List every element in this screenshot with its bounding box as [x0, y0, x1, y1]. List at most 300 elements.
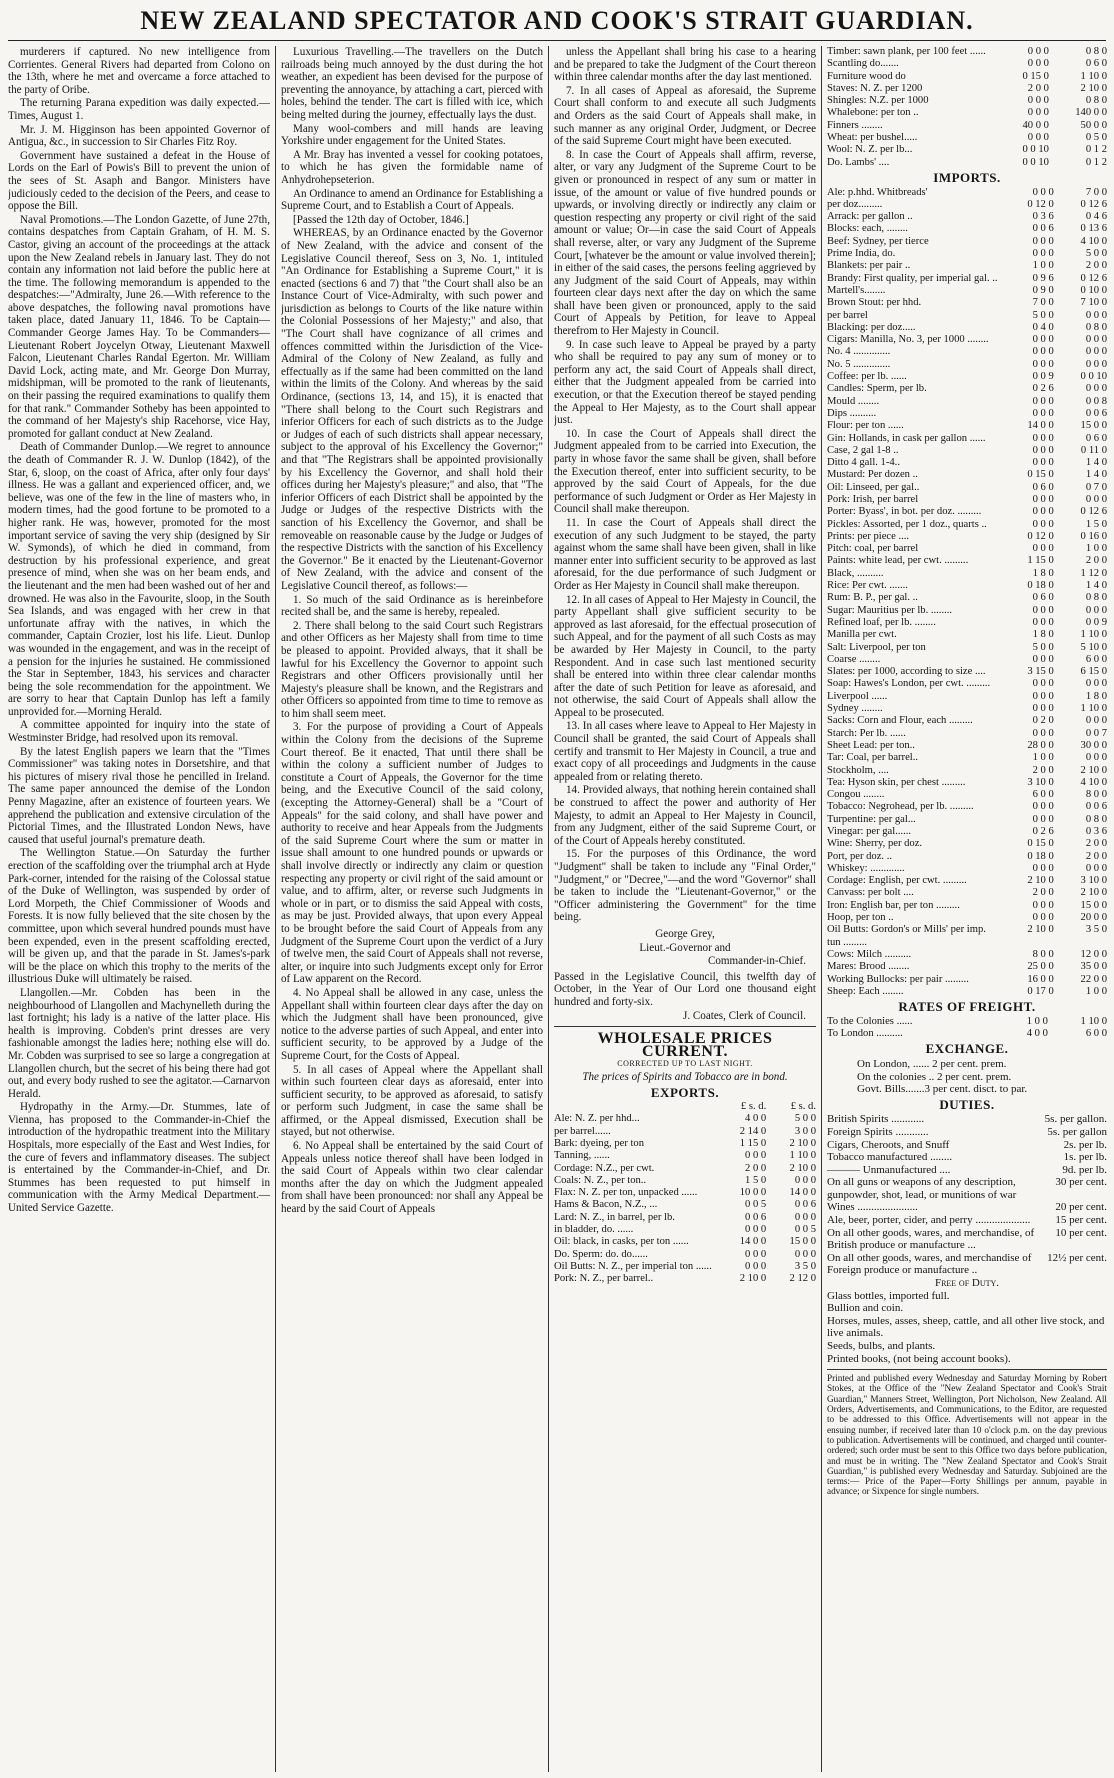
- imports-heading: IMPORTS.: [933, 169, 1001, 185]
- price-item: Tar: Coal, per barrel..: [827, 752, 919, 764]
- price-row: [827, 875, 1107, 887]
- price-row: [827, 617, 1107, 629]
- price-item: Turpentine: per gal...: [827, 813, 916, 825]
- price-row: [827, 482, 1107, 494]
- price-value: 0 12 6: [1080, 198, 1107, 210]
- freight-heading: RATES OF FREIGHT.: [898, 999, 1036, 1015]
- price-value: 15 0 0: [789, 1236, 816, 1248]
- duty-item: Foreign Spirits ............: [827, 1125, 929, 1138]
- prices-subtitle: CORRECTED UP TO LAST NIGHT.: [617, 1059, 753, 1069]
- price-value: 0 0 0: [1032, 690, 1054, 702]
- duty-item: ——— Unmanufactured ....: [827, 1163, 951, 1176]
- price-value: 0 0 8: [1085, 395, 1107, 407]
- price-item: Salt: Liverpool, per ton: [827, 641, 926, 653]
- price-item: Liverpool ......: [827, 690, 888, 702]
- price-value: 1 0 0: [1085, 543, 1107, 555]
- passed-note: Passed in the Legislative Council, this twelfth day of October, in the Year of Our Lord one thousand eight hundred and forty-six.: [554, 970, 816, 1008]
- paragraph: The returning Parana expedition was daily expected.—Times, August 1.: [8, 97, 270, 122]
- price-value: 0 8 0: [1085, 592, 1107, 604]
- price-row: [827, 519, 1107, 531]
- clerk-signature: J. Coates, Clerk of Council.: [683, 1009, 806, 1022]
- price-item: To London ..........: [827, 1028, 903, 1040]
- price-value: 0 0 0: [1085, 715, 1107, 727]
- price-value: 0 0 0: [1032, 457, 1054, 469]
- paragraph: Death of Commander Dunlop.—We regret to announce the death of Commander R. J. W. Dunlop (1842), of the Star, 6, sloop, on the coast of Africa, after only four days' illness. He was a gallant and experienced officer, and, we believe, was one of the few in the line of masters who, in modern times, had the good fortune to be promoted to a higher rank. He was, however, promoted for the most important service of saving the very ship (designed by Sir W. Symonds), of which he died in command, from destruction by his professional experience, and great presence of mind, when she was on her beam ends, and the lieutenant and the men had been washed out of her and drowned. He was also in the Favourite, sloop, in the South Sea Islands, and was engaged with her crew in that unfortunate affray with the natives, in which the commander, Captain Crozier, lost his life. Lieut. Dunlop was wounded in the engagement, and was in the receipt of a pension for the injuries he sustained. He commissioned the Star in September, 1843, his services and character being the sole recommendation for the appointment. We are sorry to hear that Captain Dunlop has left a family unprovided for.—Morning Herald.: [8, 441, 270, 718]
- price-row: [554, 1236, 816, 1248]
- price-row: [827, 592, 1107, 604]
- price-row: [827, 961, 1107, 973]
- paragraph: Many wool-combers and mill hands are leaving Yorkshire under engagement for the United States.: [281, 122, 543, 148]
- price-value: 5 0 0: [794, 1113, 816, 1125]
- price-item: Arrack: per gallon ..: [827, 211, 913, 223]
- price-item: Beef: Sydney, per tierce: [827, 235, 929, 247]
- price-value: 0 0 0: [1085, 346, 1107, 358]
- price-row: [827, 912, 1107, 924]
- price-row: [827, 334, 1107, 346]
- price-value: 1 0 0: [1032, 260, 1054, 272]
- price-value: 2 0 0: [1032, 764, 1054, 776]
- price-value: 0 0 10: [1022, 144, 1049, 156]
- price-item: Sydney ........: [827, 703, 883, 715]
- price-row: [827, 346, 1107, 358]
- price-item: Working Bullocks: per pair .........: [827, 973, 969, 985]
- free-item: Glass bottles, imported full.: [827, 1289, 950, 1302]
- price-item: per barrel......: [554, 1125, 611, 1137]
- paragraph: 1. So much of the said Ordinance as is hereinbefore recited shall be, and the same is hereby, repealed.: [281, 593, 543, 619]
- price-item: Case, 2 gal 1-8 ..: [827, 444, 899, 456]
- price-item: Prime India, do.: [827, 248, 896, 260]
- price-row: [827, 678, 1107, 690]
- price-value: 35 0 0: [1080, 961, 1107, 973]
- price-item: Stockholm, ....: [827, 764, 889, 776]
- price-item: Paints: white lead, per cwt. .........: [827, 555, 969, 567]
- price-value: 1 8 0: [1085, 690, 1107, 702]
- price-item: Wine: Sherry, per doz.: [827, 838, 923, 850]
- price-row: [827, 691, 1107, 703]
- price-value: 1 0 0: [1032, 752, 1054, 764]
- price-value: 0 17 0: [1027, 985, 1054, 997]
- price-row: [827, 580, 1107, 592]
- price-value: 0 0 0: [1032, 407, 1054, 419]
- price-item: Hams & Bacon, N.Z., ...: [554, 1199, 658, 1211]
- price-row: [827, 211, 1107, 223]
- price-value: 1 10 0: [1080, 1015, 1107, 1027]
- signature-name: George Grey,: [655, 927, 715, 940]
- price-value: 0 6 0: [1085, 432, 1107, 444]
- price-value: £ s. d.: [790, 1101, 816, 1113]
- price-row: [554, 1101, 816, 1113]
- price-item: Sheet Lead: per ton..: [827, 739, 915, 751]
- price-value: 0 6 0: [1032, 592, 1054, 604]
- price-row: [827, 408, 1107, 420]
- price-item: Hoop, per ton ..: [827, 912, 894, 924]
- paragraph: WHEREAS, by an Ordinance enacted by the Governor of New Zealand, with the advice and consent of the Legislative Council thereof, Sess on 3, No. 1, intituled "An Ordinance for Establishing a Supreme Court," it is enacted (sections 6 and 7) that "the Court shall also be an Instance Court of Vice-Admiralty, with such power and jurisdiction as belongs to Courts of the like nature within the Colonial Possessions of her Majesty;" and also, that "The Court shall have cognizance of all crimes and offences committed within the Jurisdiction of the Vice-Admiral of the Colony of New Zealand, as fully and effectually as if the same had been committed on the land within the limits of the Colony. And whereas by the said Ordinance, (sections 13, 14, and 15), it is enacted that "There shall belong to the Court such Registrars and inferior Officers for each of such districts as to the Judge or Judges of each of such districts shall appear necessary, subject to the approval of his Excellency the Governor;" and that "The Registrars shall be appointed provisionally by his Excellency the Governor, and shall hold their offices during her Majesty's pleasure;" and also, that "The inferior Officers of each District shall be appointed by the Judge or Judges of the respective Districts with the sanction of his Excellency the Governor, and shall be removeable on reasonable cause by the Judge or Judges of the respective Districts with the sanction of his Excellency the Governor." Be it enacted by the Lieutenant-Governor of New Zealand, with the advice and consent of the Legislative Council thereof, as follows:—: [281, 227, 543, 592]
- paragraph: By the latest English papers we learn that the "Times Commissioner" was taking notes in Dorsetshire, and that his pictures of misery rival those he pencilled in Ireland. The same paper announced the demise of the London Penny Magazine, after an existence of fourteen years. We apprehend the publication and extensive circulation of the Pictorial Times, and the Illustrated London News, have caused that useful journal's premature death.: [8, 745, 270, 846]
- price-value: 3 5 0: [1085, 924, 1107, 936]
- signature-title: Lieut.-Governor and: [639, 941, 731, 954]
- paragraph: Luxurious Travelling.—The travellers on the Dutch railroads being much annoyed by the dust during the hot weather, an expedient has been devised for the purpose of preventing the annoyance, by attaching a cart, pierced with holes, behind the tender. The cart is filled with ice, which being melted during the journey, effectually lays the dust.: [281, 46, 543, 121]
- price-row: [827, 396, 1107, 408]
- price-value: 0 0 10: [1080, 371, 1107, 383]
- price-value: 4 0 0: [1026, 1028, 1048, 1040]
- price-value: 0 0 0: [1085, 862, 1107, 874]
- price-row: [827, 132, 1107, 144]
- price-row: [827, 494, 1107, 506]
- column-divider: [821, 46, 822, 1772]
- price-value: 25 0 0: [1027, 961, 1054, 973]
- price-item: Port, per doz. ..: [827, 850, 893, 862]
- exports-table: [554, 1101, 816, 1285]
- price-value: 0 0 0: [1032, 518, 1054, 530]
- price-row: [827, 223, 1107, 235]
- exchange-list: [827, 1058, 1107, 1096]
- price-value: 1 10 0: [1080, 629, 1107, 641]
- price-value: 1 15 0: [1027, 555, 1054, 567]
- price-item: Canvass: per bolt ....: [827, 887, 914, 899]
- price-value: 12 0 0: [1080, 948, 1107, 960]
- price-value: 0 12 6: [1080, 506, 1107, 518]
- price-value: 0 0 0: [1085, 493, 1107, 505]
- duty-item: British Spirits ............: [827, 1113, 925, 1126]
- price-value: 0 0 0: [1027, 107, 1049, 119]
- price-value: 0 6 0: [1032, 481, 1054, 493]
- paragraph: Government have sustained a defeat in the House of Lords on the Earl of Powis's Bill to prevent the union of the sees of St. Asaph and Bangor. Ministers have judiciously ceded to the decision of the Peers, and cease to oppose the Bill.: [8, 149, 270, 213]
- paragraph: 12. In all cases of Appeal to Her Majesty in Council, the party Appellant shall give sufficient security to be approved as last aforesaid, for the effectual prosecution of such Appeal, and for the payment of all such Costs as may be awarded by Her Majesty in Council, to the party Respondent. And in case such last mentioned security shall be entered into within three clear calendar months after the date of such Petition for leave as aforesaid, and not otherwise, the said Court of Appeals shall allow the Appeal to be prosecuted.: [554, 593, 816, 719]
- free-item: Horses, mules, asses, sheep, cattle, and all other live stock, and live animals.: [827, 1314, 1105, 1340]
- price-item: Mares: Brood ........: [827, 961, 910, 973]
- price-value: 0 0 0: [1032, 358, 1054, 370]
- paragraph: 3. For the purpose of providing a Court of Appeals within the Colony from the decisions of the Supreme Court thereof. Be it enacted, That until there shall be within the colony a sufficient number of Judges to constitute a Court of Appeals, the Governor for the time being, and the Executive Council of the said colony, (excepting the Attorney-General) shall be a "Court of Appeals" for the said colony, and shall have power and authority to receive and hear Appeals from the Judgments of the said Supreme Court where the sum or matter in issue shall amount to one hundred pounds or upwards or shall involve directly or indirectly any claim or question respecting any property or civil right of the said amount or value, and to affirm, alter, or reverse such Judgments in whole or in part, or to dismiss the said Appeal with costs, as may be just. Provided always, that upon every Appeal to be brought before the said Court of Appeals from any Judgment of the Supreme Court upon the verdict of a Jury of twelve men, the said Court of Appeals shall not reverse, alter, or inquire into such Judgments except only for Error of Law apparent on the Record.: [281, 721, 543, 986]
- paragraph: murderers if captured. No new intelligence from Corrientes. General Rivers had departed from Colono on the 13th, where he met and overcame a force attached to the party of Oribe.: [8, 46, 270, 96]
- price-item: Wool: N. Z. per lb...: [827, 144, 913, 156]
- paragraph: 4. No Appeal shall be allowed in any case, unless the Appellant shall within fourteen clear days after the day on which the Judgment shall have been pronounced, give notice to the adverse parties of such Appeal, and enter into sufficient security, to be approved by a Judge of the Supreme Court, for the Costs of Appeal.: [281, 986, 543, 1062]
- price-value: 0 0 0: [1085, 678, 1107, 690]
- price-value: 0 4 0: [1032, 321, 1054, 333]
- price-value: 1 4 0: [1085, 469, 1107, 481]
- price-item: Sheep: Each ........: [827, 985, 904, 997]
- price-row: [827, 629, 1107, 641]
- duty-item: On all guns or weapons of any description, gunpowder, shot, lead, or munitions of war: [827, 1176, 1017, 1201]
- price-value: £ s. d.: [740, 1101, 767, 1113]
- price-value: 2 10 0: [1080, 887, 1107, 899]
- price-value: 1 15 0: [739, 1137, 767, 1149]
- price-row: [827, 814, 1107, 826]
- duty-rate: 12½ per cent.: [1047, 1251, 1107, 1264]
- price-value: 1 12 0: [1080, 567, 1107, 579]
- duty-row: [827, 1214, 1107, 1227]
- price-value: 0 0 0: [1032, 727, 1054, 739]
- price-row: [827, 949, 1107, 961]
- duty-row: [827, 1227, 1107, 1252]
- price-value: 2 0 0: [745, 1162, 767, 1174]
- price-row: [827, 851, 1107, 863]
- price-value: 0 0 0: [1032, 506, 1054, 518]
- price-value: 5 0 0: [1085, 248, 1107, 260]
- price-value: 14 0 0: [739, 1236, 767, 1248]
- price-value: 15 0 0: [1080, 899, 1107, 911]
- price-value: 10 0 0: [739, 1187, 767, 1199]
- price-row: [827, 1028, 1107, 1040]
- price-value: 0 0 0: [1027, 46, 1049, 57]
- price-row: [827, 199, 1107, 211]
- price-value: 0 0 0: [1032, 604, 1054, 616]
- price-item: Rice: Per cwt. .......: [827, 580, 908, 592]
- paragraph: Naval Promotions.—The London Gazette, of June 27th, contains despatches from Captain Graham, of H. M. S. Castor, giving an account of the proceedings at the attack upon the New Zealand rebels in January last. They do not contain any information not laid before the public here at the time. The following memorandum is appended to the despatches:—"Admiralty, June 26.—With reference to the above despatches, the following naval promotions have taken place, dated January 11, 1846. To be Captain—Commander George James Hay. To be Commanders—Lieutenant Robert Joycelyn Otway, Lieutenant Maxwell Falcon, Lieutenant Charles Randal Egerton. Mr. William David Lock, acting mate, and Mr. George Don Murray, midshipman, will be promoted to the rank of lieutenants, on their passing the required examinations to qualify them for that rank." Commander Sotheby has been appointed to the command of her Majesty's ship Racehorse, vice Hay, promoted for gallant conduct at New Zealand.: [8, 213, 270, 440]
- price-value: 3 5 0: [794, 1260, 816, 1272]
- price-row: [827, 555, 1107, 567]
- price-value: 0 0 6: [1032, 223, 1054, 235]
- column-3: [554, 46, 816, 1772]
- price-item: Cows: Milch ..........: [827, 948, 912, 960]
- price-row: [827, 986, 1107, 998]
- price-value: 2 10 0: [1080, 82, 1107, 94]
- price-value: 0 13 6: [1080, 223, 1107, 235]
- price-value: 2 0 0: [1085, 838, 1107, 850]
- price-row: [827, 887, 1107, 899]
- price-value: 0 7 0: [1085, 481, 1107, 493]
- price-value: 6 0 0: [1032, 789, 1054, 801]
- price-value: 2 0 0: [1085, 260, 1107, 272]
- duty-row: [827, 1252, 1107, 1277]
- paragraph: 5. In all cases of Appeal where the Appellant shall within such fourteen clear days as aforesaid, enter into sufficient security, to be approved as aforesaid, to satisfy or perform such Judgment, in case the same shall be affirmed, or the Appeal dismissed, Execution shall be stayed, but not otherwise.: [281, 1063, 543, 1139]
- price-value: 0 0 5: [794, 1224, 816, 1236]
- price-row: [827, 285, 1107, 297]
- price-row: [827, 248, 1107, 260]
- price-row: [827, 469, 1107, 481]
- price-item: Porter: Byass', in bot. per doz. .........: [827, 506, 982, 518]
- column-4: [827, 46, 1107, 1772]
- price-item: Vinegar: per gal......: [827, 826, 912, 837]
- duty-item: Cigars, Cheroots, and Snuff: [827, 1138, 950, 1151]
- price-item: Coarse ........: [827, 653, 881, 665]
- price-value: 2 10 0: [1080, 764, 1107, 776]
- paragraph: 2. There shall belong to the said Court such Registrars and other Officers as her Majesty shall from time to time be pleased to appoint. Provided always, that it shall be lawful for his Excellency the Governor to appoint such Registrars and other Officers provisionally until her Majesty's pleasure shall be known, and the Registrars and other Officers so appointed from time to time to remove as to him shall seem meet.: [281, 619, 543, 720]
- price-value: 5 0 0: [1032, 309, 1054, 321]
- price-value: 4 0 0: [745, 1113, 767, 1125]
- price-item: Blocks: each, ........: [827, 223, 908, 235]
- price-row: [554, 1249, 816, 1261]
- paragraph: 8. In case the Court of Appeals shall affirm, reverse, alter, or vary any Judgment of the Supreme Court to be given or pronounced in respect of any sum or matter in issue, of the amount or value of five hundred pounds or upwards, or involving directly or indirectly any claim or question respecting any property or civil right of the said amount or value; Or—in case the said Court of Appeals shall reverse, alter, or vary any Judgment of the Supreme Court, [whatever be the amount or value involved therein]; in either of the said cases, the persons feeling aggrieved by any Judgment of the said Court of Appeals, may within fourteen clear days next after the day on which the same shall have been given or pronounced, apply to the said Court of Appeals by Petition, for leave to Appeal therefrom to Her Majesty in Council.: [554, 148, 816, 338]
- price-row: [827, 322, 1107, 334]
- price-row: [827, 120, 1107, 132]
- price-row: [827, 260, 1107, 272]
- price-value: 0 5 0: [1085, 132, 1107, 144]
- price-value: 2 12 0: [789, 1273, 816, 1285]
- paragraph: 13. In all cases where leave to Appeal to Her Majesty in Council shall be granted, the said Court of Appeals shall certify and transmit to Her Majesty in Council, a true and exact copy of all proceedings and Judgments in the cause appealed from or relating thereto.: [554, 720, 816, 783]
- price-value: 6 0 0: [1085, 653, 1107, 665]
- free-item: Printed books, (not being account books).: [827, 1352, 1011, 1365]
- price-item: Coals: N. Z., per ton..: [554, 1174, 647, 1186]
- price-item: Ditto 4 gall. 1-4..: [827, 457, 900, 469]
- exchange-item: On the colonies .. 2 per cent. prem.: [857, 1070, 1012, 1083]
- price-row: [827, 605, 1107, 617]
- price-item: Timber: sawn plank, per 100 feet ......: [827, 46, 986, 57]
- price-value: 0 15 0: [1027, 469, 1054, 481]
- price-item: Wheat: per bushel.....: [827, 132, 918, 144]
- price-row: [827, 568, 1107, 580]
- masthead-rule: [8, 40, 1106, 41]
- price-item: Mustard: Per dozen ..: [827, 469, 918, 481]
- price-value: 0 0 6: [794, 1199, 816, 1211]
- price-value: 6 0 0: [1085, 1028, 1107, 1040]
- price-value: 0 0 0: [1032, 703, 1054, 715]
- price-value: 50 0 0: [1080, 119, 1107, 131]
- price-item: Congou ........: [827, 789, 885, 801]
- price-value: 0 0 0: [1085, 309, 1107, 321]
- price-row: [827, 801, 1107, 813]
- price-value: 0 8 0: [1085, 46, 1107, 57]
- duty-rate: 30 per cent.: [1055, 1176, 1107, 1189]
- price-row: [827, 144, 1107, 156]
- price-row: [827, 974, 1107, 986]
- price-row: [827, 433, 1107, 445]
- price-value: 2 14 0: [739, 1125, 767, 1137]
- price-item: Black, ..........: [827, 567, 884, 579]
- price-value: 0 8 0: [1085, 321, 1107, 333]
- price-row: [827, 531, 1107, 543]
- duty-row: [827, 1151, 1107, 1164]
- paragraph: 11. In case the Court of Appeals shall direct the execution of any such Judgment to be stayed, the party against whom the same shall have been given, shall in like manner enter into sufficient security to be approved as last aforesaid, for the due performance of such Judgment or Order as Her Majesty in Council shall make thereupon.: [554, 516, 816, 592]
- price-item: Ale: p.hhd. Whitbreads': [827, 186, 928, 198]
- duty-item: On all other goods, wares, and merchandise, of British produce or manufacture ...: [827, 1226, 1035, 1252]
- freight-table: [827, 1016, 1107, 1041]
- price-value: 0 0 0: [1027, 58, 1049, 70]
- price-value: 2 10 0: [789, 1137, 816, 1149]
- price-value: 0 18 0: [1027, 580, 1054, 592]
- duty-item: Ale, beer, porter, cider, and perry ....................: [827, 1214, 1031, 1227]
- price-value: 0 6 0: [1085, 58, 1107, 70]
- price-item: Finners ........: [827, 119, 883, 131]
- paragraph: 15. For the purposes of this Ordinance, the word "Judgment" shall be taken to include any "Final Order," "Judgment," or "Decree,"—and the word "Governor" shall be taken to include the "Lieutenant-Governor," or the "Officer administering the Government" for the time being.: [554, 848, 816, 924]
- price-value: 20 0 0: [1080, 912, 1107, 924]
- price-value: 0 8 0: [1085, 813, 1107, 825]
- duty-row: [827, 1113, 1107, 1126]
- price-value: 0 0 0: [1032, 334, 1054, 346]
- price-value: 0 1 2: [1085, 144, 1107, 156]
- price-item: Staves: N. Z. per 1200: [827, 82, 923, 94]
- price-value: 6 15 0: [1080, 666, 1107, 678]
- free-of-duty-list: [827, 1290, 1107, 1366]
- price-value: 3 15 0: [1027, 666, 1054, 678]
- price-row: [827, 1016, 1107, 1028]
- price-value: 0 0 0: [745, 1260, 767, 1272]
- price-value: 1 10 0: [1080, 70, 1107, 82]
- price-value: 1 0 0: [1085, 985, 1107, 997]
- price-value: 0 15 0: [1027, 838, 1054, 850]
- price-value: 1 0 0: [1026, 1015, 1048, 1027]
- exchange-item: On London, ...... 2 per cent. prem.: [857, 1057, 1007, 1070]
- price-item: Cigars: Manilla, No. 3, per 1000 ........: [827, 334, 989, 346]
- price-row: [554, 1187, 816, 1199]
- duty-rate: 2s. per lb.: [1063, 1138, 1107, 1151]
- price-value: 0 0 0: [794, 1174, 816, 1186]
- duty-rate: 20 per cent.: [1055, 1201, 1107, 1214]
- price-row: [827, 236, 1107, 248]
- price-value: 0 0 0: [794, 1211, 816, 1223]
- price-value: 2 0 0: [1085, 850, 1107, 862]
- price-value: 0 0 0: [745, 1150, 767, 1162]
- price-item: Starch: Per lb. ......: [827, 727, 906, 739]
- price-value: 0 2 6: [1032, 826, 1054, 837]
- price-item: [554, 1101, 716, 1113]
- price-row: [827, 752, 1107, 764]
- price-row: [554, 1199, 816, 1211]
- price-value: 0 0 0: [1032, 432, 1054, 444]
- price-value: 14 0 0: [789, 1187, 816, 1199]
- duty-rate: 10 per cent.: [1055, 1226, 1107, 1239]
- paragraph: Hydropathy in the Army.—Dr. Stummes, late of Vienna, has proposed to the Commander-in-Chief the introduction of the hydropathic treatment into the Military Hospitals, more especially of the East and West Indies, for the cure of fevers and inflammatory diseases. The subject is entertained by the Commander-in-Chief, and Dr. Stummes has been requested to put himself in communication with the Army Medical Department.—United Service Gazette.: [8, 1101, 270, 1215]
- price-value: 0 0 0: [1032, 543, 1054, 555]
- price-value: 0 0 0: [1032, 248, 1054, 260]
- price-item: Blacking: per doz.....: [827, 321, 916, 333]
- price-value: 0 0 6: [1085, 801, 1107, 813]
- price-value: 0 0 0: [1032, 395, 1054, 407]
- price-row: [827, 728, 1107, 740]
- paragraph: unless the Appellant shall bring his case to a hearing and be prepared to take the Judgment of the Court thereon within three calendar months after the day last mentioned.: [554, 46, 816, 84]
- price-item: Oil: black, in casks, per ton ......: [554, 1236, 689, 1248]
- price-item: Do. Lambs' ....: [827, 156, 890, 168]
- price-value: 0 0 0: [1032, 493, 1054, 505]
- duty-rate: 5s. per gallon: [1047, 1125, 1107, 1138]
- price-row: [827, 187, 1107, 199]
- price-row: [827, 654, 1107, 666]
- price-item: Tobacco: Negrohead, per lb. .........: [827, 801, 974, 813]
- price-value: 14 0 0: [1027, 420, 1054, 432]
- exports-table-continued: [827, 46, 1107, 169]
- price-value: 0 0 9: [1085, 616, 1107, 628]
- price-value: 0 0 0: [1085, 383, 1107, 395]
- price-value: 0 9 6: [1032, 272, 1054, 284]
- price-item: To the Colonies ......: [827, 1015, 913, 1027]
- duty-row: [827, 1126, 1107, 1139]
- price-value: 0 0 6: [745, 1211, 767, 1223]
- duty-item: On all other goods, wares, and merchandise of Foreign produce or manufacture ..: [827, 1251, 1032, 1277]
- price-value: 1 8 0: [1032, 567, 1054, 579]
- imports-table: [827, 187, 1107, 999]
- price-item: Iron: English bar, per ton .........: [827, 899, 960, 911]
- price-value: 0 0 0: [745, 1224, 767, 1236]
- duty-rate: 1s. per lb.: [1063, 1151, 1107, 1164]
- price-value: 0 4 6: [1085, 211, 1107, 223]
- duty-rate: 9d. per lb.: [1062, 1163, 1107, 1176]
- price-item: Pitch: coal, per barrel: [827, 543, 919, 555]
- price-value: 0 0 0: [1032, 653, 1054, 665]
- price-item: Brown Stout: per hhd.: [827, 297, 922, 309]
- price-value: 0 0 0: [1085, 334, 1107, 346]
- price-item: Coffee: per lb. ......: [827, 371, 907, 383]
- price-value: 2 0 0: [1085, 555, 1107, 567]
- price-value: 0 0 0: [1032, 616, 1054, 628]
- price-row: [827, 273, 1107, 285]
- price-value: 0 2 0: [1032, 715, 1054, 727]
- prices-title: WHOLESALE PRICES CURRENT.: [597, 1030, 773, 1060]
- price-value: 0 0 5: [745, 1199, 767, 1211]
- price-item: Tea: Hyson skin, per chest .........: [827, 776, 966, 788]
- price-value: 3 0 0: [794, 1125, 816, 1137]
- paragraph: 7. In all cases of Appeal as aforesaid, the Supreme Court shall conform to and execute all such Judgments and Orders as the said Court of Appeals shall make, in such manner as any original Order, Judgment, or Decree of the said Supreme Court might have been executed.: [554, 84, 816, 148]
- price-item: per barrel: [827, 309, 868, 321]
- price-value: 2 10 0: [739, 1273, 767, 1285]
- price-value: 0 0 0: [1032, 912, 1054, 924]
- price-item: Dips ..........: [827, 407, 877, 419]
- exchange-item: Govt. Bills.......3 per cent. disct. to par.: [857, 1083, 1028, 1096]
- price-value: 2 10 0: [1027, 924, 1054, 936]
- price-value: 0 8 0: [1085, 95, 1107, 107]
- price-row: [827, 642, 1107, 654]
- price-row: [827, 71, 1107, 83]
- paragraph: A committee appointed for inquiry into the state of Westminster Bridge, had resolved upon its removal.: [8, 719, 270, 745]
- price-value: 7 10 0: [1080, 297, 1107, 309]
